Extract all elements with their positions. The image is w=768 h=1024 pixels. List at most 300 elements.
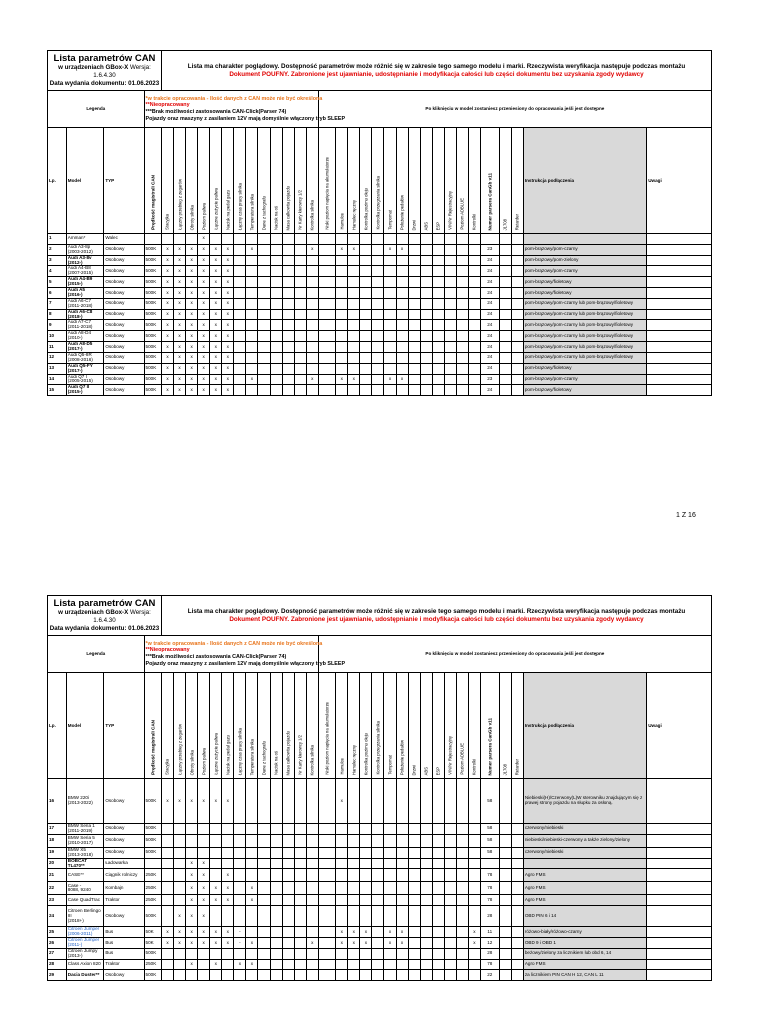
param-cell xyxy=(396,385,408,396)
param-cell xyxy=(372,309,384,320)
param-cell xyxy=(282,847,294,858)
param-cell: x xyxy=(186,882,198,895)
param-cell xyxy=(408,363,420,374)
param-cell xyxy=(511,834,523,847)
instruction-cell: Agro FMS xyxy=(523,895,646,906)
param-cell xyxy=(348,288,360,299)
type-cell: Osobowy xyxy=(104,847,144,858)
param-cell xyxy=(420,824,432,835)
type-cell: Osobowy xyxy=(104,342,144,353)
param-cell xyxy=(396,858,408,869)
param-column-label: Łączny czas pracy silnika xyxy=(237,727,243,775)
param-column-label: Retarder xyxy=(514,213,520,230)
param-cell xyxy=(318,869,335,882)
param-column-header xyxy=(198,673,210,779)
param-cell xyxy=(306,363,318,374)
param-cell: x xyxy=(198,298,210,309)
param-cell: x xyxy=(222,277,234,288)
param-cell xyxy=(456,277,468,288)
model-line: (2006-2011) xyxy=(67,931,93,937)
param-column-header xyxy=(499,673,511,779)
param-cell xyxy=(246,288,258,299)
type-cell: Osobowy xyxy=(104,374,144,385)
param-cell: x xyxy=(198,927,210,938)
param-column-label: Numer parsera CanGb v11 xyxy=(487,172,493,230)
param-cell xyxy=(258,834,270,847)
param-cell: x xyxy=(198,320,210,331)
param-cell xyxy=(396,959,408,970)
param-cell xyxy=(408,342,420,353)
param-cell xyxy=(420,331,432,342)
remarks-cell xyxy=(647,824,712,835)
param-cell xyxy=(258,320,270,331)
param-cell xyxy=(432,320,444,331)
param-cell xyxy=(384,266,396,277)
param-column-header xyxy=(210,673,222,779)
param-cell xyxy=(468,298,480,309)
param-cell xyxy=(258,342,270,353)
param-cell xyxy=(420,927,432,938)
remarks-cell xyxy=(647,320,712,331)
param-cell xyxy=(222,834,234,847)
param-cell: x xyxy=(198,906,210,927)
param-cell: x xyxy=(222,374,234,385)
instruction-cell: Niebieski(H)/Czerwony(L)W sterowniku znajdującym się z prawej strony pojazdu na słupku za osłoną. xyxy=(523,779,646,824)
notice-text: Lista ma charakter poglądowy. Dostępność parametrów może różnić się w zakresie tego samego modelu i marki. Rzeczywista weryfikacja następuje podczas montażu xyxy=(187,607,686,615)
type-cell: Osobowy xyxy=(104,824,144,835)
sheet-page-2 xyxy=(47,595,712,981)
param-cell: x xyxy=(186,298,198,309)
param-cell: x xyxy=(161,320,173,331)
param-cell xyxy=(198,824,210,835)
param-cell xyxy=(306,266,318,277)
param-cell: x xyxy=(186,927,198,938)
param-cell xyxy=(294,352,306,363)
param-cell xyxy=(270,927,282,938)
param-cell xyxy=(360,266,372,277)
param-column-header xyxy=(270,673,282,779)
can-speed-cell: 500K xyxy=(144,266,161,277)
model-cell xyxy=(66,266,104,277)
param-cell xyxy=(396,309,408,320)
param-cell xyxy=(270,277,282,288)
param-cell xyxy=(456,352,468,363)
param-cell xyxy=(318,331,335,342)
param-cell xyxy=(186,948,198,959)
param-cell: x xyxy=(222,266,234,277)
param-cell xyxy=(408,331,420,342)
param-cell xyxy=(270,374,282,385)
type-cell: Osobowy xyxy=(104,906,144,927)
param-cell xyxy=(456,320,468,331)
param-cell xyxy=(306,234,318,245)
type-cell: Osobowy xyxy=(104,385,144,396)
param-cell xyxy=(396,847,408,858)
param-cell xyxy=(360,779,372,824)
param-cell xyxy=(306,385,318,396)
param-cell xyxy=(360,320,372,331)
param-cell xyxy=(270,342,282,353)
param-column-label: Obroty silnika xyxy=(189,204,195,230)
param-cell xyxy=(234,385,246,396)
parser-cell xyxy=(480,234,499,245)
param-column-header xyxy=(468,673,480,779)
param-cell xyxy=(444,779,456,824)
param-cell: x xyxy=(174,374,186,385)
param-column-header xyxy=(318,673,335,779)
param-cell xyxy=(420,938,432,949)
param-cell xyxy=(396,906,408,927)
can-speed-cell: 500K xyxy=(144,948,161,959)
row-number: 19 xyxy=(48,847,67,858)
document-title-block xyxy=(48,596,162,636)
param-cell xyxy=(372,834,384,847)
param-cell xyxy=(234,869,246,882)
model-cell xyxy=(66,858,104,869)
param-cell xyxy=(360,363,372,374)
param-cell: x xyxy=(222,869,234,882)
param-cell: x xyxy=(222,938,234,949)
param-cell xyxy=(420,906,432,927)
param-cell xyxy=(348,342,360,353)
page-counter: 1 Z 16 xyxy=(676,512,696,519)
param-cell: x xyxy=(186,895,198,906)
param-cell: x xyxy=(198,342,210,353)
param-cell xyxy=(318,927,335,938)
remarks-cell xyxy=(647,342,712,353)
title-row xyxy=(48,596,712,636)
param-cell xyxy=(408,895,420,906)
remarks-cell xyxy=(647,363,712,374)
param-cell xyxy=(270,970,282,981)
param-cell xyxy=(270,320,282,331)
param-cell xyxy=(468,959,480,970)
param-cell xyxy=(408,906,420,927)
param-cell xyxy=(294,895,306,906)
param-column-label: Prędkość magistrali CAN xyxy=(150,175,156,230)
param-cell xyxy=(432,858,444,869)
document-subtitle xyxy=(49,609,160,625)
param-cell xyxy=(306,309,318,320)
param-cell xyxy=(294,938,306,949)
param-cell xyxy=(499,906,511,927)
legend-item: ***Brak możliwości zastosowania CAN-Click(Parser 74) xyxy=(145,109,287,115)
param-cell xyxy=(432,352,444,363)
param-cell xyxy=(444,938,456,949)
param-cell xyxy=(511,970,523,981)
param-cell xyxy=(294,847,306,858)
row-number: 2 xyxy=(48,244,67,255)
param-cell xyxy=(161,234,173,245)
param-cell xyxy=(396,277,408,288)
param-column-header xyxy=(144,673,161,779)
param-cell xyxy=(511,882,523,895)
param-cell xyxy=(210,869,222,882)
type-cell: Osobowy xyxy=(104,298,144,309)
param-cell xyxy=(318,895,335,906)
param-cell xyxy=(174,882,186,895)
param-cell xyxy=(306,834,318,847)
param-cell xyxy=(294,320,306,331)
param-cell xyxy=(336,948,348,959)
param-cell xyxy=(444,895,456,906)
remarks-cell xyxy=(647,244,712,255)
model-cell xyxy=(66,824,104,835)
param-cell: x xyxy=(210,244,222,255)
param-cell: x xyxy=(348,244,360,255)
param-cell: x xyxy=(210,927,222,938)
param-cell xyxy=(432,906,444,927)
param-cell xyxy=(282,342,294,353)
param-cell: x xyxy=(384,938,396,949)
param-cell xyxy=(511,331,523,342)
model-cell xyxy=(66,309,104,320)
model-line: (2011-2018) xyxy=(67,302,93,308)
param-cell xyxy=(420,847,432,858)
param-cell xyxy=(270,938,282,949)
param-column-label: VIN/Nr Rejestracyjny xyxy=(447,191,453,230)
param-cell xyxy=(456,363,468,374)
param-cell xyxy=(198,948,210,959)
param-cell xyxy=(294,266,306,277)
param-cell: x xyxy=(174,298,186,309)
param-cell xyxy=(234,331,246,342)
model-cell[interactable] xyxy=(66,938,104,949)
param-cell xyxy=(499,277,511,288)
param-cell xyxy=(384,895,396,906)
param-column-label: Kontrolki xyxy=(471,758,477,775)
param-cell xyxy=(282,779,294,824)
can-speed-cell: 500K xyxy=(144,352,161,363)
row-number: 7 xyxy=(48,298,67,309)
param-cell: x xyxy=(174,266,186,277)
param-cell xyxy=(456,266,468,277)
param-cell xyxy=(432,834,444,847)
legend-items xyxy=(144,636,346,673)
param-cell xyxy=(270,266,282,277)
param-cell xyxy=(246,824,258,835)
param-cell xyxy=(282,331,294,342)
param-column-label: J1708 xyxy=(502,763,508,775)
param-column-header xyxy=(420,673,432,779)
param-cell xyxy=(384,331,396,342)
instruction-cell xyxy=(523,858,646,869)
param-cell xyxy=(246,266,258,277)
row-number: 11 xyxy=(48,342,67,353)
param-column-label: ESP xyxy=(435,221,441,230)
param-cell xyxy=(468,824,480,835)
param-cell: x xyxy=(186,320,198,331)
param-cell xyxy=(294,374,306,385)
col-typ: TYP xyxy=(104,128,144,234)
can-speed-cell: 50K xyxy=(144,938,161,949)
param-cell xyxy=(174,970,186,981)
param-cell xyxy=(336,895,348,906)
param-cell: x xyxy=(210,959,222,970)
param-cell xyxy=(294,288,306,299)
param-cell xyxy=(234,352,246,363)
param-cell xyxy=(360,882,372,895)
confidential-warning: Dokument POUFNY. Zabronione jest ujawnianie, udostępnianie i modyfikacja całości lub części dokumentu bez uzyskania zgody wydawcy xyxy=(229,615,644,623)
can-speed-cell: 500K xyxy=(144,906,161,927)
parser-cell: 24 xyxy=(480,385,499,396)
param-cell: x xyxy=(210,895,222,906)
param-cell xyxy=(396,895,408,906)
param-cell xyxy=(258,882,270,895)
parser-cell: 24 xyxy=(480,320,499,331)
param-cell xyxy=(396,320,408,331)
param-cell xyxy=(360,298,372,309)
table-row xyxy=(48,834,712,847)
param-cell xyxy=(270,234,282,245)
param-cell xyxy=(174,959,186,970)
param-cell xyxy=(246,331,258,342)
param-cell: x xyxy=(198,385,210,396)
param-cell xyxy=(432,385,444,396)
param-cell xyxy=(511,266,523,277)
param-column-header xyxy=(408,673,420,779)
model-cell[interactable] xyxy=(66,927,104,938)
param-cell xyxy=(270,906,282,927)
param-cell xyxy=(372,927,384,938)
param-cell xyxy=(420,309,432,320)
param-cell: x xyxy=(222,363,234,374)
param-column-header xyxy=(234,673,246,779)
param-column-header xyxy=(258,673,270,779)
table-row xyxy=(48,970,712,981)
param-cell xyxy=(384,882,396,895)
param-cell xyxy=(306,882,318,895)
param-cell xyxy=(511,869,523,882)
param-cell: x xyxy=(186,374,198,385)
param-cell xyxy=(511,288,523,299)
param-cell xyxy=(432,234,444,245)
version-label: Wersja: 1.6.4.30 xyxy=(93,609,151,624)
param-cell: x xyxy=(161,288,173,299)
param-column-header xyxy=(360,128,372,234)
param-cell: x xyxy=(186,858,198,869)
model-line: Audi Q7 II xyxy=(67,384,90,390)
param-cell: x xyxy=(198,352,210,363)
param-cell xyxy=(372,959,384,970)
param-cell: x xyxy=(468,927,480,938)
parser-cell: 24 xyxy=(480,309,499,320)
param-cell xyxy=(318,298,335,309)
param-cell: x xyxy=(210,309,222,320)
param-cell xyxy=(408,352,420,363)
param-cell xyxy=(444,385,456,396)
param-cell xyxy=(396,298,408,309)
instruction-cell: Agro FMS xyxy=(523,869,646,882)
param-column-header xyxy=(186,128,198,234)
param-cell xyxy=(511,363,523,374)
param-cell xyxy=(294,882,306,895)
param-cell xyxy=(161,970,173,981)
parser-cell: 78 xyxy=(480,895,499,906)
param-cell xyxy=(444,834,456,847)
param-column-header xyxy=(222,673,234,779)
model-line: Audi Q5-FY xyxy=(67,362,93,368)
param-cell xyxy=(348,234,360,245)
remarks-cell xyxy=(647,374,712,385)
param-cell xyxy=(186,824,198,835)
param-cell: x xyxy=(186,385,198,396)
param-cell xyxy=(408,927,420,938)
legend-row xyxy=(48,636,712,673)
param-cell xyxy=(348,298,360,309)
instruction-cell: pom-brązowy/pom-czarny xyxy=(523,244,646,255)
instruction-cell: Agro FMS xyxy=(523,959,646,970)
type-cell: Osobowy xyxy=(104,320,144,331)
param-cell xyxy=(306,959,318,970)
parser-cell: 24 xyxy=(480,288,499,299)
param-cell xyxy=(234,882,246,895)
param-cell: x xyxy=(198,255,210,266)
row-number: 28 xyxy=(48,959,67,970)
param-cell xyxy=(420,342,432,353)
param-cell xyxy=(282,882,294,895)
model-line: Audi A4-B8 xyxy=(67,265,91,271)
param-cell xyxy=(246,779,258,824)
param-cell xyxy=(396,288,408,299)
model-line: Audi A6-C7 xyxy=(67,297,92,303)
param-cell xyxy=(499,927,511,938)
model-line: (2005-2015) xyxy=(67,378,93,384)
param-cell: x xyxy=(336,779,348,824)
param-cell xyxy=(270,847,282,858)
type-cell: Osobowy xyxy=(104,255,144,266)
remarks-cell xyxy=(647,927,712,938)
param-cell: x xyxy=(348,927,360,938)
table-row xyxy=(48,824,712,835)
param-cell xyxy=(511,959,523,970)
param-cell xyxy=(384,948,396,959)
param-column-label: Kontrolka przegrzania silnika xyxy=(375,721,381,775)
param-cell: x xyxy=(186,906,198,927)
param-cell xyxy=(258,385,270,396)
can-speed-cell: 500K xyxy=(144,309,161,320)
param-cell xyxy=(499,363,511,374)
param-cell xyxy=(468,948,480,959)
col-typ: TYP xyxy=(104,673,144,779)
model-cell xyxy=(66,834,104,847)
param-column-header xyxy=(444,673,456,779)
param-cell xyxy=(444,948,456,959)
can-speed-cell: 500K xyxy=(144,779,161,824)
param-cell xyxy=(258,895,270,906)
model-line: (2008-2016) xyxy=(67,356,93,362)
parser-cell: 24 xyxy=(480,277,499,288)
param-cell xyxy=(432,309,444,320)
param-cell xyxy=(234,824,246,835)
param-cell: x xyxy=(198,234,210,245)
sheet-page-1 xyxy=(47,50,712,396)
can-speed-cell: 500K xyxy=(144,385,161,396)
param-cell xyxy=(372,938,384,949)
param-cell xyxy=(318,277,335,288)
model-line: (2016-) xyxy=(67,291,83,297)
type-cell: Ciągnik rolniczy xyxy=(104,869,144,882)
remarks-cell xyxy=(647,882,712,895)
model-line: Citroen Jumpy xyxy=(67,947,98,953)
param-cell xyxy=(318,309,335,320)
param-cell xyxy=(306,320,318,331)
param-cell xyxy=(360,858,372,869)
param-cell xyxy=(372,234,384,245)
param-column-header xyxy=(222,128,234,234)
param-column-label: Kontrolka silnika xyxy=(309,199,315,230)
param-cell: x xyxy=(222,895,234,906)
